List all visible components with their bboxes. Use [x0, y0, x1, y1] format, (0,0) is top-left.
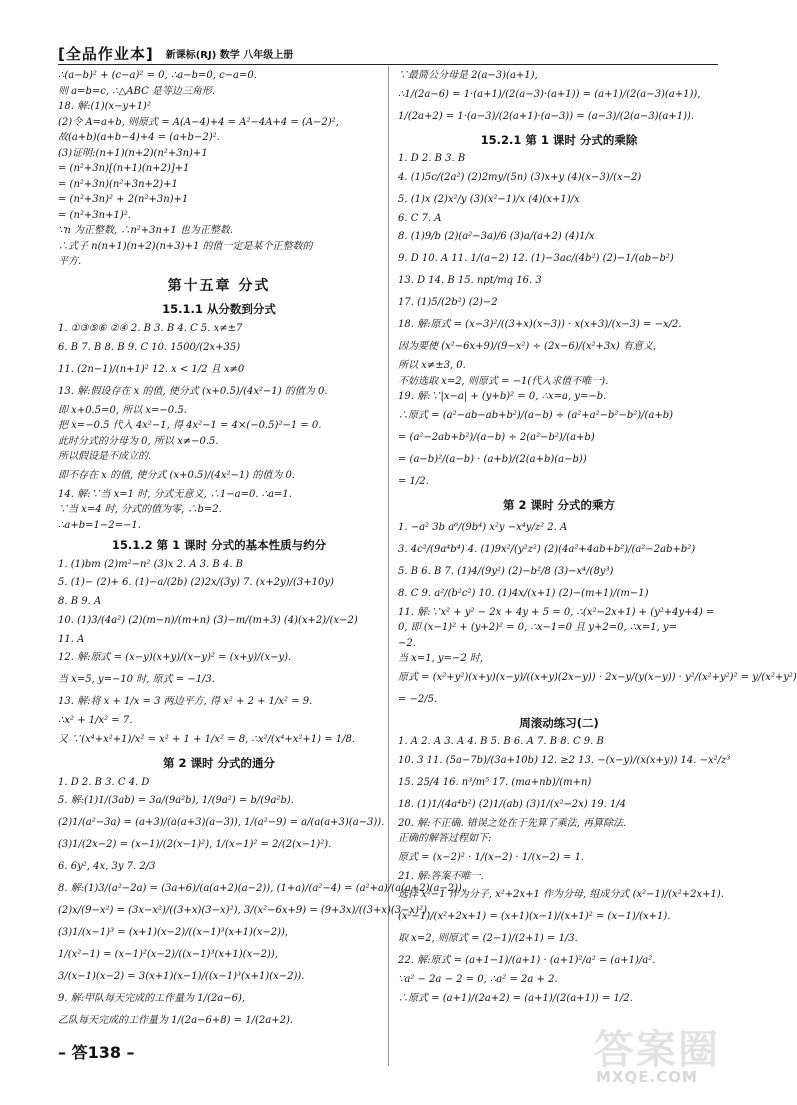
answer-line: 18. 解:原式 = (x−3)²/((3+x)(x−3)) · x(x+3)/(x−3) = −x/2. — [398, 319, 682, 331]
answer-line: 乙队每天完成的工作量为 1/(2a−6+8) = 1/(2a+2). — [58, 1015, 294, 1027]
answer-line: 10. (1)3/(4a²) (2)(m−n)/(m+n) (3)−m/(m+3) (4)(x+2)/(x−2) — [58, 614, 358, 626]
answer-line: ∴原式 = (a²−ab−ab+b²)/(a−b) ÷ (a²+a²−b²−b²)/(a+b) — [398, 409, 674, 421]
answer-line: 即不存在 x 的值, 使分式 (x+0.5)/(4x²−1) 的值为 0. — [58, 469, 296, 481]
section-heading: 周滚动练习(二) — [519, 715, 599, 730]
answer-line: 1. D 2. B 3. B — [398, 153, 466, 165]
right-column — [398, 68, 797, 1010]
answer-line: 4. (1)5c/(2a²) (2)2my/(5n) (3)x+y (4)(x−3)/(x−2) — [398, 171, 642, 183]
answer-line: 所以 x≠±3, 0. — [398, 360, 466, 372]
site-watermark — [588, 1018, 728, 1090]
answer-line: (3)证明:(n+1)(n+2)(n²+3n)+1 — [58, 147, 208, 159]
answer-line: 8. 解:(1)3/(a²−2a) = (3a+6)/(a(a+2)(a−2)), (1+a)/(a²−4) = (a²+a)/(a(a+2)(a−2)). — [58, 883, 466, 895]
answer-line: 12. 解:原式 = (x−y)(x+y)/(x−y)² = (x+y)/(x−y). — [58, 652, 292, 664]
answer-line: (3)1/(x−1)³ = (x+1)(x−2)/((x−1)³(x+1)(x−2)), — [58, 927, 289, 939]
answer-line: = (n²+3n+1)². — [58, 209, 131, 221]
answer-line: ∴1/(2a−6) = 1·(a+1)/(2(a−3)·(a+1)) = (a+1)/(2(a−3)(a+1)), — [398, 88, 701, 100]
answer-line: 8. B 9. A — [58, 596, 102, 608]
answer-line: 因为要使 (x²−6x+9)/(9−x²) ÷ (2x−6)/(x²+3x) 有意义, — [398, 341, 657, 353]
section-heading: 第 2 课时 分式的通分 — [162, 755, 275, 770]
answer-line: 19. 解:∵|x−a| + (y+b)² = 0, ∴x=a, y=−b. — [398, 391, 607, 403]
answer-line: 当 x=5, y=−10 时, 原式 = −1/3. — [58, 674, 215, 686]
section-heading: 15.1.2 第 1 课时 分式的基本性质与约分 — [111, 538, 327, 552]
page-number: – 答138 – — [58, 1043, 135, 1062]
answer-line: 8. C 9. a²/(b²c²) 10. (1)4x/(x+1) (2)−(m+1)/(m−1) — [398, 587, 649, 599]
answer-line: ∴式子 n(n+1)(n+2)(n+3)+1 的值一定是某个正整数的 — [58, 240, 313, 252]
watermark-url: MXQE.COM — [596, 1068, 698, 1086]
answer-line: 选择 x²−1 作为分子, x²+2x+1 作为分母, 组成分式 (x²−1)/(x²+2x+1). — [398, 889, 724, 901]
answer-line: 11. 解:∵x² + y² − 2x + 4y + 5 = 0, ∴(x²−2x+1) + (y²+4y+4) = — [398, 606, 715, 618]
answer-line: 平方. — [58, 256, 82, 267]
answer-line: = 1/2. — [398, 475, 429, 487]
answer-line: 5. B 6. B 7. (1)4/(9y²) (2)−b²/8 (3)−x⁴/(8y³) — [398, 565, 614, 577]
answer-line: = (n²+3n)[(n+1)(n+2)]+1 — [58, 163, 190, 174]
answer-line: ∴(a−b)² + (c−a)² = 0, ∴a−b=0, c−a=0. — [58, 70, 257, 81]
answer-line: 把 x=−0.5 代入 4x²−1, 得 4x²−1 = 4×(−0.5)²−1 = 0. — [58, 420, 322, 431]
answer-line: 1/(2a+2) = 1·(a−3)/(2(a+1)·(a−3)) = (a−3)/(2(a−3)(a+1)). — [398, 110, 695, 122]
answer-line: 6. 6y², 4x, 3y 7. 2/3 — [58, 861, 156, 873]
answer-line: 18. (1)1/(4a⁴b²) (2)1/(ab) (3)1/(x²−2x) 19. 1/4 — [398, 798, 627, 810]
answer-line: ∵最简公分母是 2(a−3)(a+1), — [398, 70, 538, 81]
answer-line: 所以假设是不成立的. — [58, 451, 152, 462]
answer-line: 正确的解答过程如下: — [398, 833, 492, 845]
answer-line: (2)x/(9−x²) = (3x−x²)/((3+x)(3−x)²), 3/(x²−6x+9) = (9+3x)/((3+x)(3−x)²). — [58, 905, 431, 917]
answer-line: 则 a=b=c, ∴△ABC 是等边三角形. — [58, 85, 216, 97]
answer-line: 3. 4c²/(9a⁴b⁴) 4. (1)9x²/(y²z²) (2)(4a²+4ab+b²)/(a²−2ab+b²) — [398, 543, 696, 555]
answer-line: 当 x=1, y=−2 时, — [398, 653, 484, 665]
answer-line: 又 ∵(x⁴+x²+1)/x² = x² + 1 + 1/x² = 8, ∴x²/(x⁴+x²+1) = 1/8. — [58, 733, 356, 745]
section-heading: 第 2 课时 分式的乘方 — [502, 497, 615, 512]
answer-line: = (a−b)²/(a−b) · (a+b)/(2(a+b)(a−b)) — [398, 453, 587, 465]
answer-line: 1. −a² 3b a⁶/(9b⁴) x²y −x⁴y/z² 2. A — [398, 521, 568, 533]
answer-line: ∴原式 = (a+1)/(2a+2) = (a+1)/(2(a+1)) = 1/2. — [398, 992, 633, 1004]
answer-line: 9. 解:甲队每天完成的工作量为 1/(2a−6), — [58, 993, 246, 1005]
answer-line: 5. 解:(1)1/(3ab) = 3a/(9a²b), 1/(9a²) = b/(9a²b). — [58, 795, 294, 807]
answer-line: 1. ①③⑤⑥ ②④ 2. B 3. B 4. C 5. x≠±7 — [58, 323, 243, 334]
answer-line: ∵n 为正整数, ∴n²+3n+1 也为正整数. — [58, 225, 234, 236]
answer-line: 5. (1)x (2)x²/y (3)(x²−1)/x (4)(x+1)/x — [398, 193, 580, 205]
answer-line: 14. 解:∵当 x=1 时, 分式无意义, ∴1−a=0. ∴a=1. — [58, 488, 292, 500]
answer-line: 18. 解:(1)(x−y+1)² — [58, 101, 151, 112]
answer-line: ∵当 x=4 时, 分式的值为零, ∴b=2. — [58, 504, 222, 515]
answer-line: 13. 解:假设存在 x 的值, 使分式 (x+0.5)/(4x²−1) 的值为 0. — [58, 385, 328, 397]
answer-line: 20. 解:不正确. 错误之处在于先算了乘法, 再算除法. — [398, 817, 627, 829]
answer-line: 即 x+0.5=0, 所以 x=−0.5. — [58, 404, 187, 416]
column-divider — [388, 66, 389, 1066]
answer-line: 13. D 14. B 15. npt/mq 16. 3 — [398, 275, 542, 287]
answer-line: (x²−1)/(x²+2x+1) = (x+1)(x−1)/(x+1)² = (x−1)/(x+1). — [398, 911, 671, 923]
answer-line: 原式 = (x²+y²)(x+y)(x−y)/((x+y)(2x−y)) · 2x−y/(y(x−y)) · y²/(x²+y²)² = y/(x²+y²) — [398, 671, 797, 683]
answer-line: ∴a+b=1−2=−1. — [58, 519, 141, 531]
answer-line: (2)1/(a²−3a) = (a+3)/(a(a+3)(a−3)), 1/(a²−9) = a/(a(a+3)(a−3)). — [58, 817, 385, 829]
page-header — [58, 38, 718, 65]
answer-line: 15. 25/4 16. n³/m⁵ 17. (ma+nb)/(m+n) — [398, 776, 592, 788]
answer-line: 故(a+b)(a+b−4)+4 = (a+b−2)². — [58, 132, 220, 143]
section-heading: 15.2.1 第 1 课时 分式的乘除 — [480, 132, 638, 147]
answer-line: 21. 解:答案不唯一. — [398, 870, 484, 882]
answer-line: 0, 即 (x−1)² + (y+2)² = 0, ∴x−1=0 且 y+2=0, ∴x=1, y= — [398, 622, 677, 634]
answer-line: ∵a² − 2a − 2 = 0, ∴a² = 2a + 2. — [398, 974, 558, 986]
answer-line: 17. (1)5/(2b²) (2)−2 — [398, 297, 498, 309]
answer-line: 11. (2n−1)/(n+1)² 12. x < 1/2 且 x≠0 — [58, 363, 245, 375]
answer-line: 10. 3 11. (5a−7b)/(3a+10b) 12. ≥2 13. −(x−y)/(x(x+y)) 14. −x²/z³ — [398, 754, 731, 766]
watermark-logo-text: 答案圈 — [594, 1027, 720, 1073]
book-subtitle: 新课标(RJ) 数学 八年级上册 — [165, 50, 294, 61]
section-heading: 15.1.1 从分数到分式 — [162, 302, 276, 317]
answer-line: 3/(x−1)(x−2) = 3(x+1)(x−1)/((x−1)³(x+1)(x−2)). — [58, 971, 305, 983]
answer-line: 5. (1)− (2)+ 6. (1)−a/(2b) (2)2x/(3y) 7. (x+2y)/(3+10y) — [58, 577, 334, 589]
chapter-heading: 第十五章 分式 — [167, 277, 271, 294]
answer-line: 9. D 10. A 11. 1/(a−2) 12. (1)−3ac/(4b²) (2)−1/(ab−b²) — [398, 253, 674, 265]
answer-line: 不妨选取 x=2, 则原式 = −1(代入求值不唯一). — [398, 375, 609, 387]
answer-line: = (n²+3n)(n²+3n+2)+1 — [58, 178, 178, 190]
answer-line: ∴x² + 1/x² = 7. — [58, 715, 133, 727]
answer-line: 6. B 7. B 8. B 9. C 10. 1500/(2x+35) — [58, 341, 241, 353]
answer-line: 13. 解:将 x + 1/x = 3 两边平方, 得 x² + 2 + 1/x² = 9. — [58, 696, 313, 708]
answer-line: −2. — [398, 637, 416, 649]
answer-line: 1. A 2. A 3. A 4. B 5. B 6. A 7. B 8. C 9. B — [398, 736, 604, 748]
answer-line: = −2/5. — [398, 693, 438, 705]
answer-line: (2)令 A=a+b, 则原式 = A(A−4)+4 = A²−4A+4 = (A−2)², — [58, 116, 339, 128]
answer-line: 取 x=2, 则原式 = (2−1)/(2+1) = 1/3. — [398, 933, 578, 945]
answer-line: 1/(x²−1) = (x−1)²(x−2)/((x−1)³(x+1)(x−2)), — [58, 949, 278, 961]
answer-line: 11. A — [58, 633, 85, 645]
book-brand: [全品作业本] — [58, 45, 154, 63]
answer-line: 原式 = (x−2)² · 1/(x−2) · 1/(x−2) = 1. — [398, 851, 585, 863]
answer-line: (3)1/(2x−2) = (x−1)/(2(x−1)²), 1/(x−1)² = 2/(2(x−1)²). — [58, 839, 332, 851]
answer-line: = (a²−2ab+b²)/(a−b) ÷ 2(a²−b²)/(a+b) — [398, 431, 595, 443]
answer-line: 22. 解:原式 = (a+1−1)/(a+1) · (a+1)²/a² = (a+1)/a². — [398, 955, 656, 967]
answer-line: 此时分式的分母为 0, 所以 x≠−0.5. — [58, 435, 219, 447]
answer-line: 1. (1)bm (2)m²−n² (3)x 2. A 3. B 4. B — [58, 558, 244, 570]
answer-line: 6. C 7. A — [398, 212, 442, 224]
answer-line: 8. (1)9/b (2)(a²−3a)/6 (3)a/(a+2) (4)1/x — [398, 231, 595, 243]
answer-line: 1. D 2. B 3. C 4. D — [58, 776, 150, 788]
answer-line: = (n²+3n)² + 2(n²+3n)+1 — [58, 194, 189, 205]
